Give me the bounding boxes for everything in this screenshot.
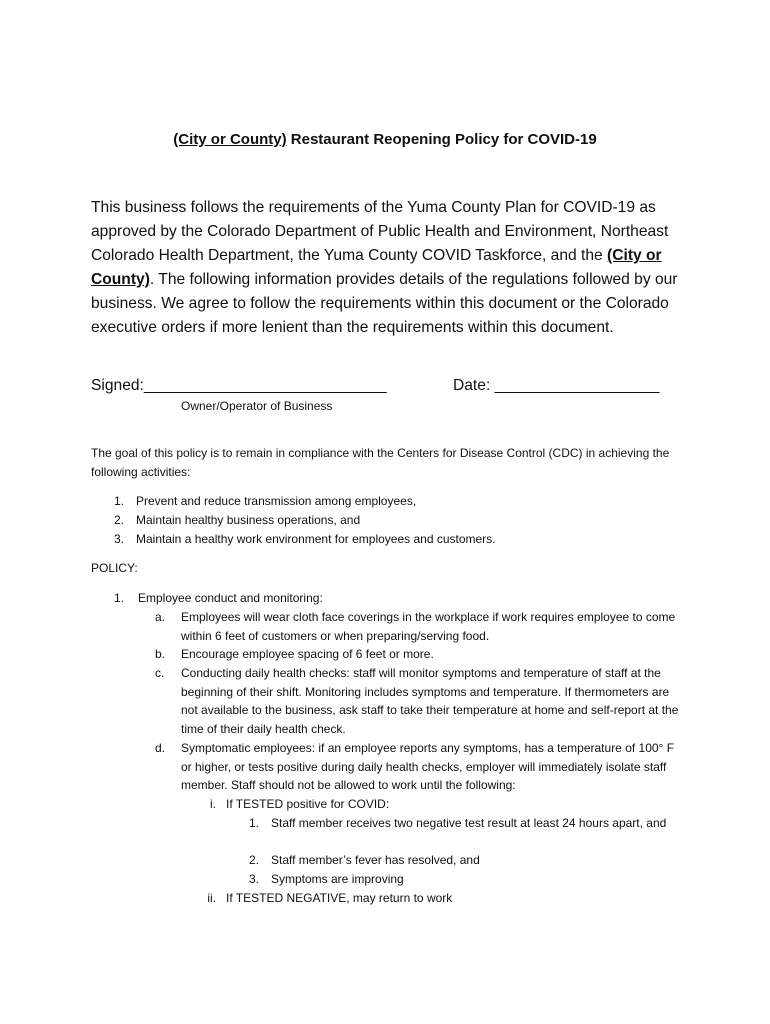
list-number: 1. — [113, 494, 124, 508]
item-text-a: Employees will wear cloth face coverings in the workplace if work requires employee to come within 6 feet of customers or when preparing/serving food. — [181, 610, 676, 643]
roman-text-ii: If TESTED NEGATIVE, may return to work — [226, 891, 453, 905]
item-letter-a: a. — [155, 610, 166, 624]
item-letter-d: d. — [155, 741, 166, 755]
sub-number-2: 2. — [248, 853, 259, 867]
list-number: 2. — [113, 513, 124, 527]
sub-number-3: 3. — [248, 872, 259, 886]
roman-number-i: i. — [210, 797, 216, 811]
intro-paragraph — [91, 196, 691, 340]
roman-number-ii: ii. — [207, 891, 216, 905]
date-blank[interactable]: ___________________ — [494, 377, 660, 394]
list-text: Prevent and reduce transmission among employees, — [136, 494, 417, 508]
policy-heading: Employee conduct and monitoring: — [138, 591, 323, 605]
intro-part-2: . The following information provides details of the regulations followed by our business. We agree to follow the requirements within this document or the Colorado executive orders if more lenient than the requirements within this document. — [91, 271, 678, 336]
item-text-c: Conducting daily health checks: staff will monitor symptoms and temperature of staff at the beginning of their shift. Monitoring includes symptoms and temperature. If thermometers are not available to the business, ask staff to take their temperature at home and self-report at the time of their daily health check. — [181, 666, 679, 736]
page-title — [0, 130, 770, 150]
signature-line — [91, 374, 691, 398]
goal-paragraph: The goal of this policy is to remain in compliance with the Centers for Disease Control (CDC) in achieving the following activities: — [91, 446, 670, 479]
intro-part-1: This business follows the requirements of the Yuma County Plan for COVID-19 as approved by the Colorado Department of Public Health and Environment, Northeast Colorado Health Department, the Yuma County COVID Taskforce, and the — [91, 199, 669, 264]
item-text-b: Encourage employee spacing of 6 feet or more. — [181, 647, 434, 661]
signed-blank[interactable]: ____________________________ — [143, 377, 387, 394]
date-label: Date: — [453, 377, 491, 394]
sub-text-2: Staff member’s fever has resolved, and — [271, 853, 480, 867]
sub-text-3: Symptoms are improving — [271, 872, 404, 886]
signature-caption: Owner/Operator of Business — [181, 399, 333, 413]
roman-text-i: If TESTED positive for COVID: — [226, 797, 390, 811]
item-letter-b: b. — [155, 647, 166, 661]
list-text: Maintain a healthy work environment for employees and customers. — [136, 532, 496, 546]
policy-heading-row — [112, 589, 323, 608]
item-text-d: Symptomatic employees: if an employee reports any symptoms, has a temperature of 100° F or higher, or tests positive during daily health checks, employer will immediately isolate staff member. Staff should not be allowed to work until the following: — [181, 741, 675, 793]
title-text: Restaurant Reopening Policy for COVID-19 — [286, 131, 597, 148]
sub-number-1: 1. — [248, 816, 259, 830]
item-letter-c: c. — [155, 666, 165, 680]
list-item — [112, 511, 360, 530]
list-item — [112, 492, 416, 511]
list-number: 3. — [113, 532, 124, 546]
intro-city-or-county: (City or County) — [91, 247, 662, 288]
sub-text-1: Staff member receives two negative test result at least 24 hours apart, and — [271, 816, 667, 830]
list-text: Maintain healthy business operations, and — [136, 513, 361, 527]
policy-number: 1. — [113, 591, 124, 605]
signed-label: Signed: — [91, 377, 144, 394]
title-city-or-county: (City or County) — [173, 131, 287, 148]
policy-label: POLICY: — [91, 561, 138, 575]
date-field — [453, 374, 659, 398]
list-item — [112, 530, 496, 549]
